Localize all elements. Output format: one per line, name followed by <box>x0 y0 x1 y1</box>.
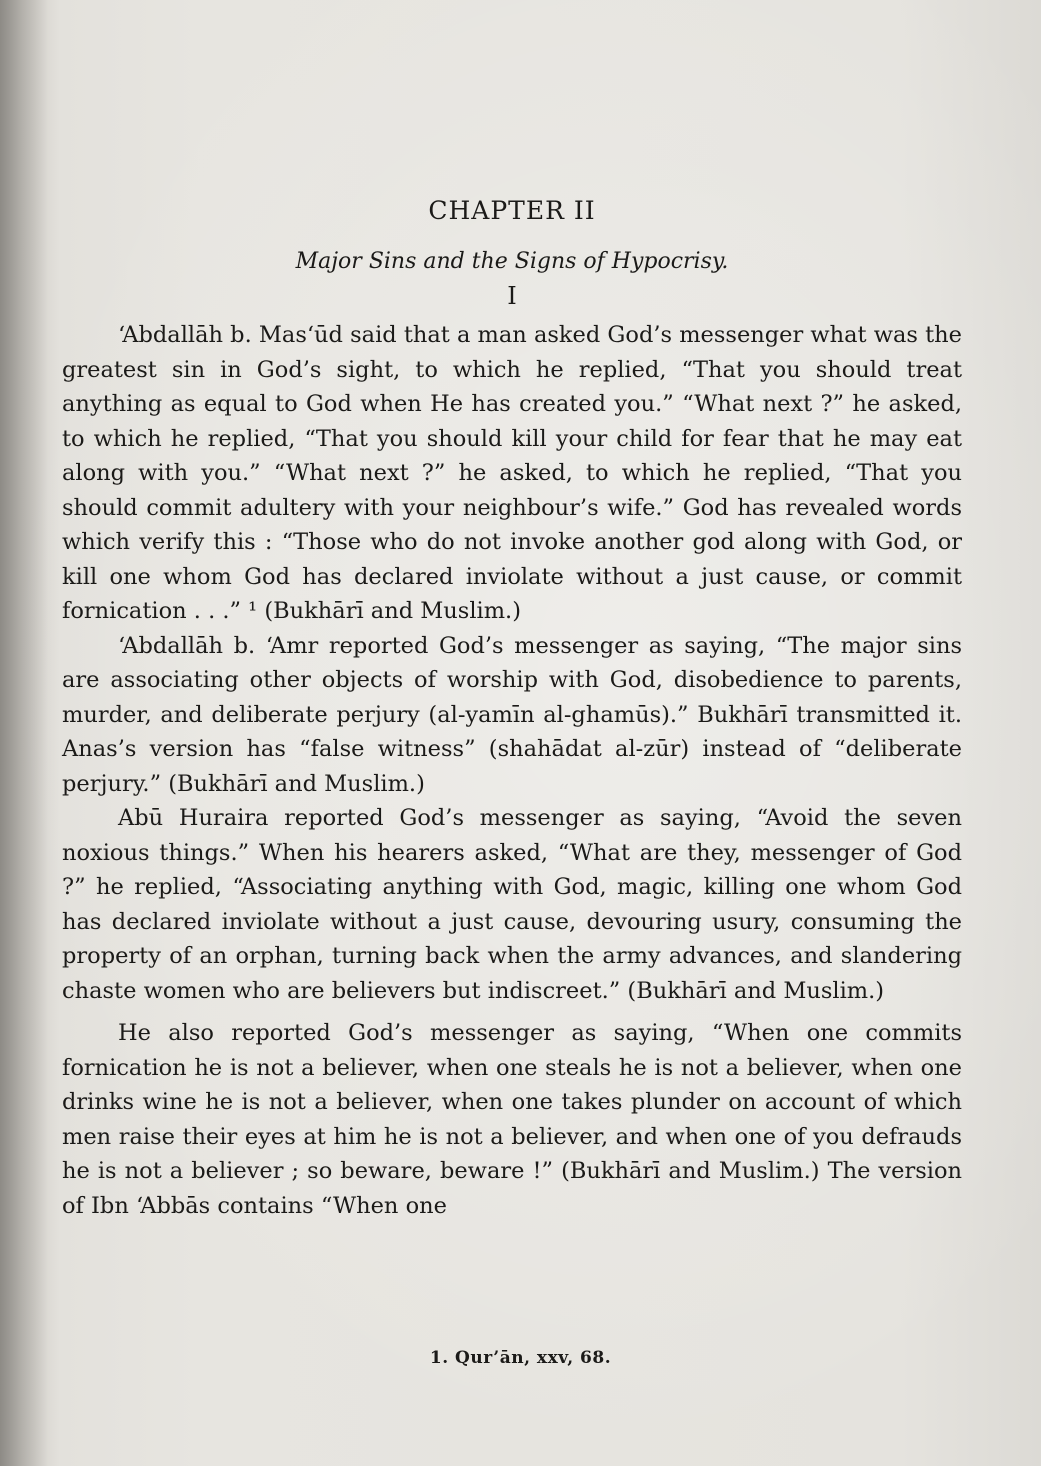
spine-shadow <box>0 0 48 1466</box>
chapter-subtitle: Major Sins and the Signs of Hypocrisy. <box>295 249 729 274</box>
paragraph: ‘Abdallāh b. ‘Amr reported God’s messenger as saying, “The major sins are associating other objects of worship with God, disobedience to parents, murder, and deliberate perjury (al-yamīn al-ghamūs).” Bukhārī transmitted it. Anas’s version has “false witness” (shahādat al-zūr) instead of “deliberate perjury.” (Bukhārī and Muslim.) <box>62 632 962 797</box>
page-content <box>62 196 962 1223</box>
footnote: 1. Qur’ān, xxv, 68. <box>429 1348 612 1368</box>
paragraph: Abū Huraira reported God’s messenger as saying, “Avoid the seven noxious things.” When his hearers asked, “What are they, messenger of God ?” he replied, “Associating anything with God, magic, killing one whom God has declared inviolate without a just cause, devouring usury, consuming the property of an orphan, turning back when the army advances, and slandering chaste women who are believers but indiscreet.” (Bukhārī and Muslim.) <box>62 805 962 1004</box>
paragraph: ‘Abdallāh b. Mas‘ūd said that a man asked God’s messenger what was the greatest sin in God’s sight, to which he replied, “That you should treat anything as equal to God when He has created you.” “What next ?” he asked, to which he replied, “That you should kill your child for fear that he may eat along with you.” “What next ?” he asked, to which he replied, “That you should commit adultery with your neighbour’s wife.” God has revealed words which verify this : “Those who do not invoke another god along with God, or kill one whom God has declared inviolate without a just cause, or commit fornication . . .” ¹ (Bukhārī and Muslim.) <box>62 322 962 624</box>
chapter-title: CHAPTER II <box>428 196 596 225</box>
section-number: I <box>507 282 517 310</box>
paragraph: He also reported God’s messenger as saying, “When one commits fornication he is not a believer, when one steals he is not a believer, when one drinks wine he is not a believer, when one takes plunder on account of which men raise their eyes at him he is not a believer, and when one of you defrauds he is not a believer ; so beware, beware !” (Bukhārī and Muslim.) The version of Ibn ‘Abbās contains “When one <box>62 1020 962 1219</box>
